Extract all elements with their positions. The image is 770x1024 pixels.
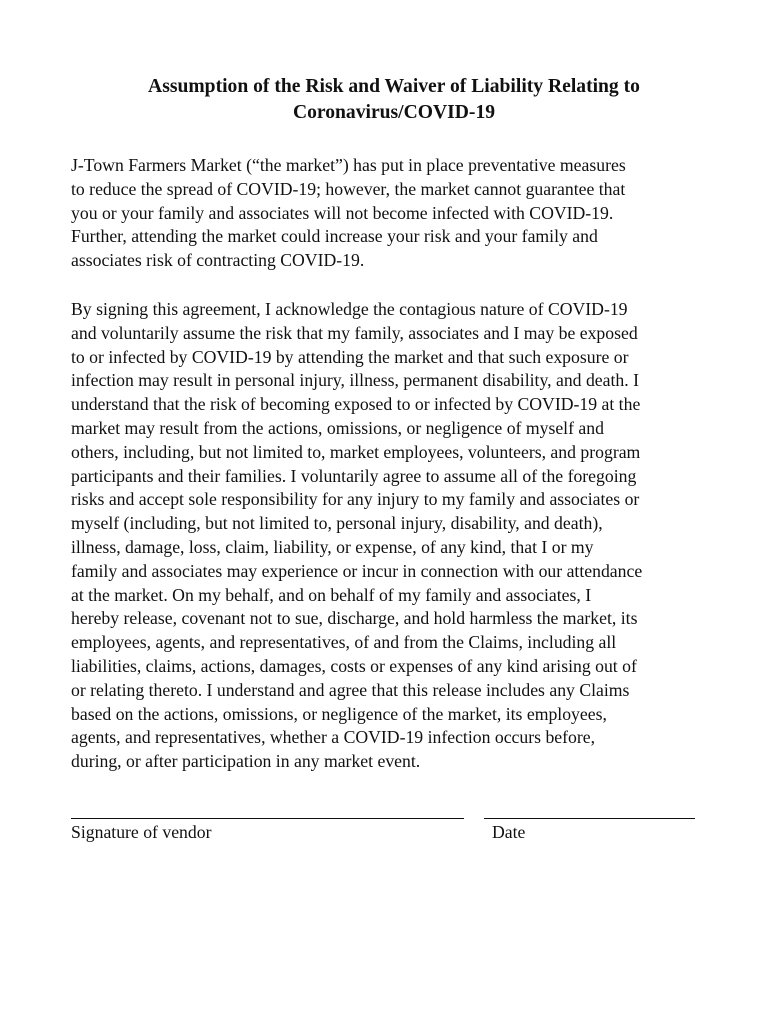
vendor-signature-line[interactable] <box>71 818 464 819</box>
waiver-paragraph <box>71 298 741 774</box>
paragraph-line: J-Town Farmers Market (“the market”) has put in place preventative measures <box>71 155 626 175</box>
paragraph-line: you or your family and associates will not become infected with COVID-19. <box>71 202 614 223</box>
paragraph-line: associates risk of contracting COVID-19. <box>71 250 365 271</box>
title-line-2: Coronavirus/COVID-19 <box>292 102 496 123</box>
paragraph-line: myself (including, but not limited to, personal injury, disability, and death), <box>71 513 603 534</box>
paragraph-line: and voluntarily assume the risk that my family, associates and I may be exposed <box>71 322 638 343</box>
paragraph-line: or relating thereto. I understand and agree that this release includes any Claims <box>71 679 630 700</box>
date-label: Date <box>492 822 526 842</box>
paragraph-line: employees, agents, and representatives, of and from the Claims, including all <box>71 632 617 653</box>
paragraph-line: others, including, but not limited to, market employees, volunteers, and program <box>71 441 641 462</box>
paragraph-line: based on the actions, omissions, or negligence of the market, its employees, <box>71 703 607 724</box>
paragraph-line: risks and accept sole responsibility for any injury to my family and associates or <box>71 489 640 510</box>
paragraph-line: at the market. On my behalf, and on behalf of my family and associates, I <box>71 584 592 605</box>
paragraph-line: family and associates may experience or incur in connection with our attendance <box>71 560 643 581</box>
paragraph-line: illness, damage, loss, claim, liability, or expense, of any kind, that I or my <box>71 536 594 557</box>
date-signature-line[interactable] <box>484 818 695 819</box>
paragraph-line: market may result from the actions, omissions, or negligence of myself and <box>71 417 604 438</box>
paragraph-line: during, or after participation in any market event. <box>71 751 421 772</box>
paragraph-line: agents, and representatives, whether a COVID-19 infection occurs before, <box>71 727 596 748</box>
paragraph-line: to or infected by COVID-19 by attending the market and that such exposure or <box>71 346 629 367</box>
paragraph-line: infection may result in personal injury, illness, permanent disability, and death. I <box>71 370 639 391</box>
intro-paragraph <box>71 154 741 273</box>
paragraph-line: Further, attending the market could increase your risk and your family and <box>71 226 598 247</box>
paragraph-line: By signing this agreement, I acknowledge the contagious nature of COVID-19 <box>71 299 628 319</box>
paragraph-line: understand that the risk of becoming exposed to or infected by COVID-19 at the <box>71 394 641 415</box>
paragraph-line: liabilities, claims, actions, damages, costs or expenses of any kind arising out of <box>71 655 637 676</box>
paragraph-line: to reduce the spread of COVID-19; however, the market cannot guarantee that <box>71 178 626 199</box>
paragraph-line: hereby release, covenant not to sue, discharge, and hold harmless the market, its <box>71 608 638 629</box>
document-title <box>60 74 728 126</box>
title-line-1: Assumption of the Risk and Waiver of Liability Relating to <box>148 76 640 97</box>
vendor-signature-label: Signature of vendor <box>71 822 212 842</box>
paragraph-line: participants and their families. I voluntarily agree to assume all of the foregoing <box>71 465 637 486</box>
